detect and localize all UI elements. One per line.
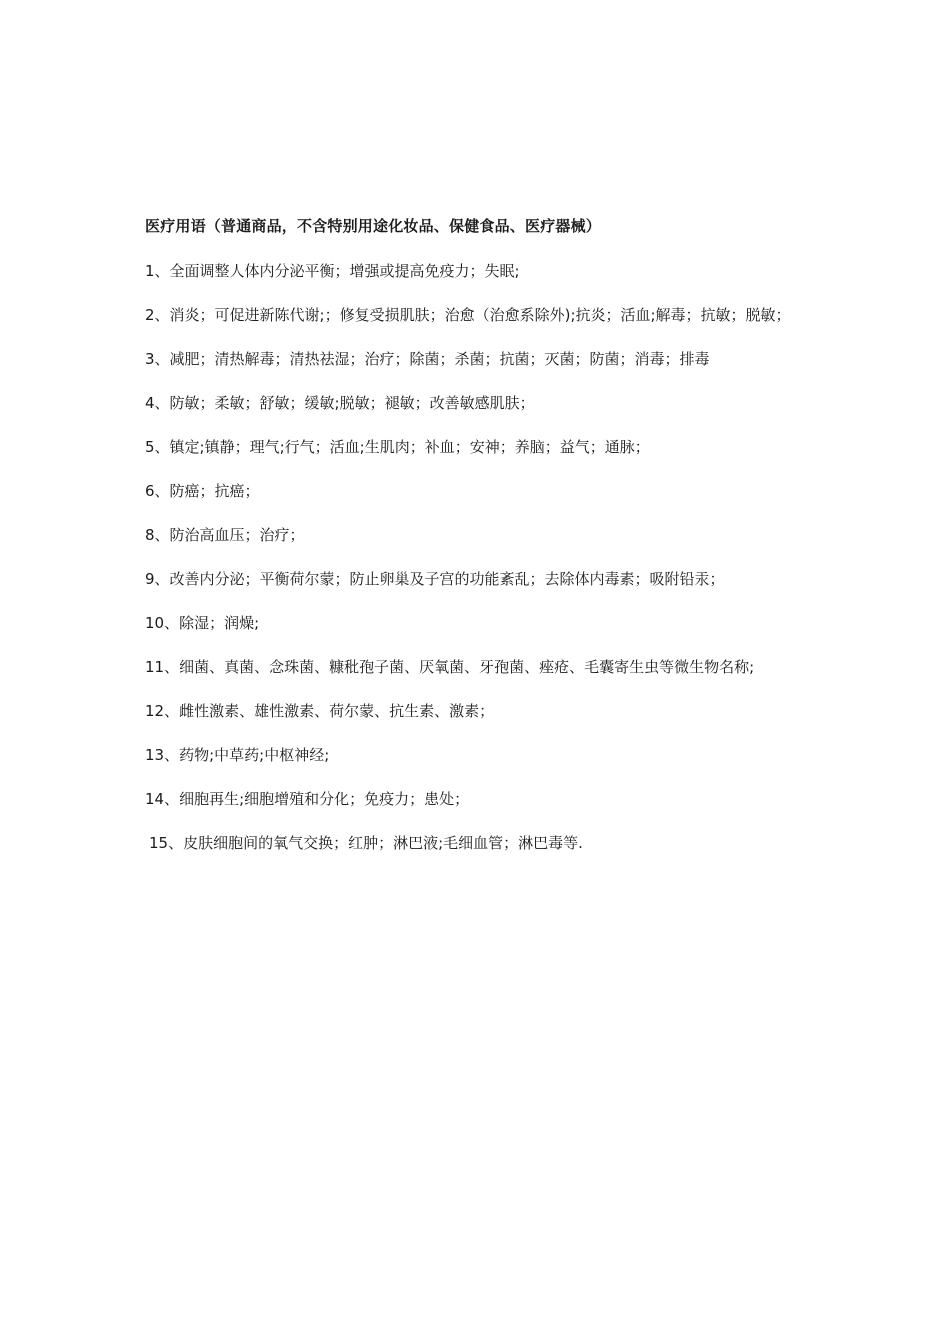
prohibited-terms-list [145, 258, 825, 857]
list-item: 10、除湿；润燥; [145, 614, 260, 632]
list-item: 13、药物;中草药;中枢神经; [145, 746, 330, 764]
list-item: 8、防治高血压；治疗； [145, 526, 305, 544]
list-item: 3、减肥；清热解毒；清热祛湿；治疗；除菌；杀菌；抗菌；灭菌；防菌；消毒；排毒 [145, 350, 710, 368]
document-body [145, 214, 825, 874]
list-item: 12、雌性激素、雄性激素、荷尔蒙、抗生素、激素； [145, 702, 495, 720]
list-item: 15、皮肤细胞间的氧气交换；红肿；淋巴液;毛细血管；淋巴毒等. [149, 834, 583, 852]
list-item: 5、镇定;镇静；理气;行气；活血;生肌肉；补血；安神；养脑；益气；通脉； [145, 438, 650, 456]
list-item: 2、消炎；可促进新陈代谢;；修复受损肌肤；治愈（治愈系除外);抗炎；活血;解毒；抗敏；脱敏； [145, 306, 791, 324]
list-item: 11、细菌、真菌、念珠菌、糠秕孢子菌、厌氧菌、牙孢菌、痤疮、毛囊寄生虫等微生物名称; [145, 658, 755, 676]
list-item: 9、改善内分泌；平衡荷尔蒙；防止卵巢及子宫的功能紊乱；去除体内毒素；吸附铅汞； [145, 570, 725, 588]
list-item: 4、防敏；柔敏；舒敏；缓敏;脱敏；褪敏；改善敏感肌肤； [145, 394, 535, 412]
list-item: 6、防癌；抗癌； [145, 482, 260, 500]
list-item: 14、细胞再生;细胞增殖和分化；免疫力；患处； [145, 790, 470, 808]
document-title: 医疗用语（普通商品，不含特别用途化妆品、保健食品、医疗器械） [145, 217, 602, 235]
list-item: 1、全面调整人体内分泌平衡；增强或提高免疫力；失眠; [145, 262, 520, 280]
